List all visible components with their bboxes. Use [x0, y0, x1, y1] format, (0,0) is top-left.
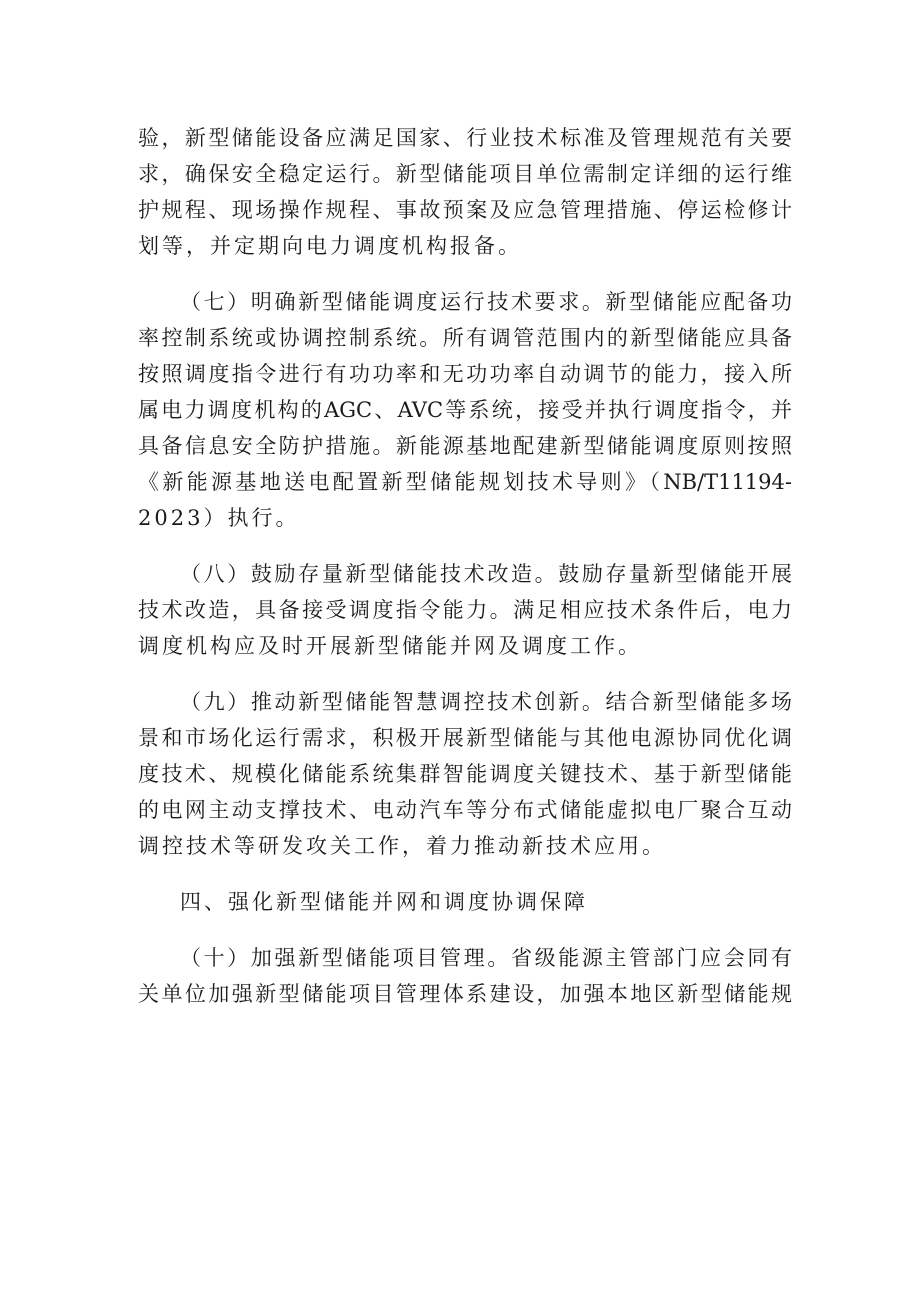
paragraph-8: [138, 556, 792, 664]
text-line: 景和市场化运行需求，积极开展新型储能与其他电源协同优化调: [138, 726, 792, 750]
paragraph-1: [138, 120, 792, 264]
text-line: 调度机构应及时开展新型储能并网及调度工作。: [138, 634, 642, 658]
text-line: 技术改造，具备接受调度指令能力。满足相应技术条件后，电力: [138, 598, 792, 622]
text-line: 关单位加强新型储能项目管理体系建设，加强本地区新型储能规: [138, 982, 792, 1006]
text-line: 验，新型储能设备应满足国家、行业技术标准及管理规范有关要: [138, 126, 792, 150]
text-line: （九）推动新型储能智慧调控技术创新。结合新型储能多场: [180, 690, 792, 714]
paragraph-9: [138, 684, 792, 864]
paragraph-10: [138, 940, 792, 1012]
document-body: [138, 120, 792, 1032]
text-line: 求，确保安全稳定运行。新型储能项目单位需制定详细的运行维: [138, 162, 792, 186]
text-line: 2023）执行。: [138, 506, 300, 530]
text-line: （十）加强新型储能项目管理。省级能源主管部门应会同有: [180, 946, 792, 970]
text-line: 《新能源基地送电配置新型储能规划技术导则》（NB/T11194-: [138, 470, 792, 494]
text-line: 按照调度指令进行有功功率和无功功率自动调节的能力，接入所: [138, 362, 792, 386]
paragraph-7: [138, 284, 792, 536]
text-line: 护规程、现场操作规程、事故预案及应急管理措施、停运检修计: [138, 198, 792, 222]
text-line: 率控制系统或协调控制系统。所有调管范围内的新型储能应具备: [138, 326, 792, 350]
text-line: （七）明确新型储能调度运行技术要求。新型储能应配备功: [180, 290, 792, 314]
text-line: 属电力调度机构的AGC、AVC等系统，接受并执行调度指令，并: [138, 398, 792, 422]
text-line: 调控技术等研发攻关工作，着力推动新技术应用。: [138, 834, 666, 858]
section-heading-text: 四、强化新型储能并网和调度协调保障: [180, 890, 588, 914]
text-line: （八）鼓励存量新型储能技术改造。鼓励存量新型储能开展: [180, 562, 792, 586]
text-line: 具备信息安全防护措施。新能源基地配建新型储能调度原则按照: [138, 434, 792, 458]
text-line: 度技术、规模化储能系统集群智能调度关键技术、基于新型储能: [138, 762, 792, 786]
text-line: 的电网主动支撑技术、电动汽车等分布式储能虚拟电厂聚合互动: [138, 798, 792, 822]
section-heading: [138, 884, 792, 920]
text-line: 划等，并定期向电力调度机构报备。: [138, 234, 522, 258]
